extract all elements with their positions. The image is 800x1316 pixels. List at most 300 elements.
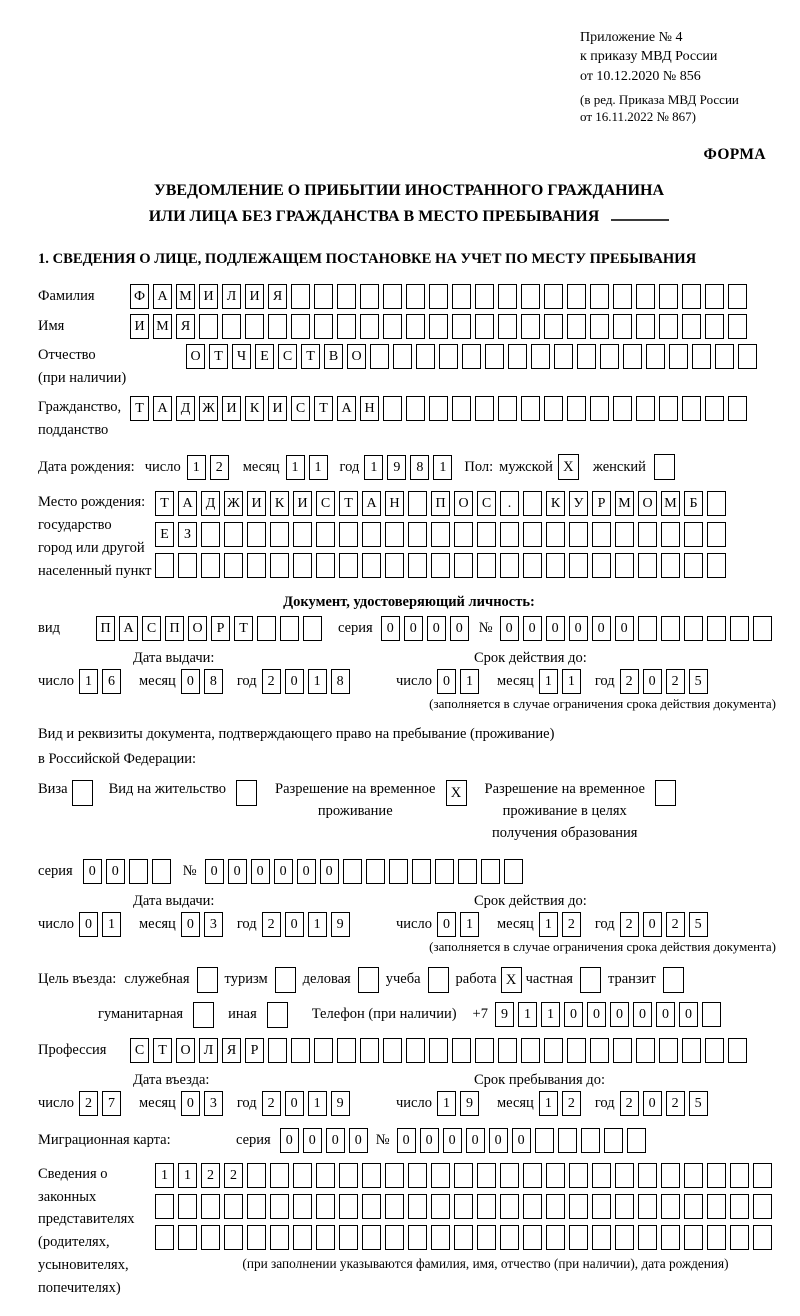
char-cell[interactable]: 0 bbox=[564, 1002, 583, 1027]
char-cell[interactable] bbox=[291, 1038, 310, 1063]
char-cell[interactable]: 0 bbox=[285, 1091, 304, 1116]
char-cell[interactable] bbox=[270, 1225, 289, 1250]
char-cell[interactable] bbox=[316, 1194, 335, 1219]
char-cell[interactable]: 0 bbox=[512, 1128, 531, 1153]
char-cell[interactable]: Р bbox=[245, 1038, 264, 1063]
char-cell[interactable] bbox=[544, 314, 563, 339]
char-cell[interactable] bbox=[477, 553, 496, 578]
char-cell[interactable]: 2 bbox=[79, 1091, 98, 1116]
char-cell[interactable] bbox=[155, 1225, 174, 1250]
char-cell[interactable]: А bbox=[178, 491, 197, 516]
char-cell[interactable] bbox=[454, 1194, 473, 1219]
char-cell[interactable] bbox=[339, 1163, 358, 1188]
char-cell[interactable]: 1 bbox=[539, 912, 558, 937]
char-cell[interactable]: 0 bbox=[466, 1128, 485, 1153]
char-cell[interactable]: 5 bbox=[689, 912, 708, 937]
char-cell[interactable]: 1 bbox=[460, 912, 479, 937]
char-cell[interactable] bbox=[554, 344, 573, 369]
char-cell[interactable] bbox=[316, 1163, 335, 1188]
char-cell[interactable] bbox=[178, 1225, 197, 1250]
char-cell[interactable] bbox=[615, 1225, 634, 1250]
char-cell[interactable]: И bbox=[293, 491, 312, 516]
char-cell[interactable]: 0 bbox=[643, 669, 662, 694]
char-cell[interactable] bbox=[199, 314, 218, 339]
char-cell[interactable] bbox=[293, 1194, 312, 1219]
char-cell[interactable]: В bbox=[324, 344, 343, 369]
char-cell[interactable] bbox=[567, 396, 586, 421]
char-cell[interactable]: 0 bbox=[274, 859, 293, 884]
char-cell[interactable] bbox=[475, 1038, 494, 1063]
char-cell[interactable]: С bbox=[291, 396, 310, 421]
sex-female-checkbox[interactable] bbox=[654, 454, 675, 480]
char-cell[interactable]: 5 bbox=[689, 1091, 708, 1116]
char-cell[interactable] bbox=[201, 1194, 220, 1219]
char-cell[interactable]: 2 bbox=[562, 1091, 581, 1116]
char-cell[interactable]: 1 bbox=[364, 455, 383, 480]
char-cell[interactable]: 0 bbox=[420, 1128, 439, 1153]
char-cell[interactable]: 9 bbox=[387, 455, 406, 480]
char-cell[interactable] bbox=[592, 1225, 611, 1250]
char-cell[interactable] bbox=[366, 859, 385, 884]
char-cell[interactable] bbox=[224, 553, 243, 578]
char-cell[interactable] bbox=[707, 1163, 726, 1188]
char-cell[interactable] bbox=[500, 553, 519, 578]
char-cell[interactable] bbox=[636, 396, 655, 421]
char-cell[interactable] bbox=[590, 396, 609, 421]
char-cell[interactable] bbox=[638, 522, 657, 547]
char-cell[interactable] bbox=[705, 396, 724, 421]
char-cell[interactable] bbox=[613, 314, 632, 339]
char-cell[interactable] bbox=[661, 553, 680, 578]
char-cell[interactable]: 2 bbox=[666, 912, 685, 937]
char-cell[interactable] bbox=[623, 344, 642, 369]
char-cell[interactable] bbox=[270, 553, 289, 578]
char-cell[interactable]: 0 bbox=[437, 669, 456, 694]
char-cell[interactable]: 0 bbox=[181, 912, 200, 937]
char-cell[interactable]: 9 bbox=[331, 912, 350, 937]
char-cell[interactable]: 0 bbox=[320, 859, 339, 884]
char-cell[interactable] bbox=[659, 396, 678, 421]
char-cell[interactable]: 5 bbox=[689, 669, 708, 694]
char-cell[interactable] bbox=[360, 1038, 379, 1063]
char-cell[interactable] bbox=[523, 1225, 542, 1250]
char-cell[interactable] bbox=[684, 522, 703, 547]
char-cell[interactable] bbox=[523, 522, 542, 547]
char-cell[interactable] bbox=[452, 396, 471, 421]
char-cell[interactable] bbox=[337, 1038, 356, 1063]
char-cell[interactable]: 1 bbox=[539, 669, 558, 694]
char-cell[interactable] bbox=[684, 1194, 703, 1219]
char-cell[interactable] bbox=[475, 284, 494, 309]
char-cell[interactable] bbox=[500, 522, 519, 547]
char-cell[interactable] bbox=[458, 859, 477, 884]
char-cell[interactable]: 0 bbox=[523, 616, 542, 641]
char-cell[interactable] bbox=[669, 344, 688, 369]
char-cell[interactable] bbox=[546, 522, 565, 547]
char-cell[interactable] bbox=[636, 1038, 655, 1063]
purpose-work-checkbox[interactable]: X bbox=[501, 967, 522, 993]
char-cell[interactable] bbox=[500, 1225, 519, 1250]
char-cell[interactable]: 1 bbox=[433, 455, 452, 480]
char-cell[interactable] bbox=[498, 284, 517, 309]
char-cell[interactable]: Ф bbox=[130, 284, 149, 309]
char-cell[interactable] bbox=[590, 314, 609, 339]
char-cell[interactable] bbox=[569, 1225, 588, 1250]
char-cell[interactable]: 0 bbox=[610, 1002, 629, 1027]
char-cell[interactable]: К bbox=[546, 491, 565, 516]
char-cell[interactable] bbox=[362, 522, 381, 547]
char-cell[interactable] bbox=[452, 314, 471, 339]
char-cell[interactable] bbox=[521, 396, 540, 421]
char-cell[interactable] bbox=[416, 344, 435, 369]
purpose-other-checkbox[interactable] bbox=[267, 1002, 288, 1028]
char-cell[interactable]: 1 bbox=[518, 1002, 537, 1027]
char-cell[interactable]: И bbox=[268, 396, 287, 421]
char-cell[interactable]: 1 bbox=[541, 1002, 560, 1027]
char-cell[interactable]: О bbox=[347, 344, 366, 369]
char-cell[interactable] bbox=[383, 1038, 402, 1063]
char-cell[interactable] bbox=[360, 284, 379, 309]
char-cell[interactable]: К bbox=[245, 396, 264, 421]
char-cell[interactable]: 0 bbox=[326, 1128, 345, 1153]
char-cell[interactable] bbox=[293, 553, 312, 578]
char-cell[interactable]: Д bbox=[201, 491, 220, 516]
purpose-commercial-checkbox[interactable] bbox=[358, 967, 379, 993]
char-cell[interactable]: 1 bbox=[308, 669, 327, 694]
char-cell[interactable]: 0 bbox=[397, 1128, 416, 1153]
char-cell[interactable] bbox=[268, 1038, 287, 1063]
char-cell[interactable]: Т bbox=[153, 1038, 172, 1063]
char-cell[interactable] bbox=[406, 1038, 425, 1063]
char-cell[interactable]: Т bbox=[314, 396, 333, 421]
purpose-humanitarian-checkbox[interactable] bbox=[193, 1002, 214, 1028]
char-cell[interactable] bbox=[475, 396, 494, 421]
char-cell[interactable] bbox=[728, 396, 747, 421]
char-cell[interactable] bbox=[498, 1038, 517, 1063]
char-cell[interactable] bbox=[314, 284, 333, 309]
char-cell[interactable] bbox=[431, 553, 450, 578]
char-cell[interactable] bbox=[659, 1038, 678, 1063]
char-cell[interactable] bbox=[475, 314, 494, 339]
char-cell[interactable] bbox=[638, 1225, 657, 1250]
char-cell[interactable] bbox=[454, 522, 473, 547]
char-cell[interactable] bbox=[383, 284, 402, 309]
char-cell[interactable] bbox=[661, 1194, 680, 1219]
char-cell[interactable]: 0 bbox=[181, 1091, 200, 1116]
char-cell[interactable] bbox=[684, 1163, 703, 1188]
char-cell[interactable] bbox=[439, 344, 458, 369]
char-cell[interactable] bbox=[339, 522, 358, 547]
char-cell[interactable]: О bbox=[176, 1038, 195, 1063]
purpose-private-checkbox[interactable] bbox=[580, 967, 601, 993]
char-cell[interactable] bbox=[435, 859, 454, 884]
char-cell[interactable]: 1 bbox=[460, 669, 479, 694]
char-cell[interactable] bbox=[270, 522, 289, 547]
char-cell[interactable]: 0 bbox=[437, 912, 456, 937]
char-cell[interactable]: Е bbox=[255, 344, 274, 369]
char-cell[interactable]: 1 bbox=[286, 455, 305, 480]
char-cell[interactable] bbox=[592, 522, 611, 547]
char-cell[interactable] bbox=[268, 314, 287, 339]
char-cell[interactable]: Т bbox=[234, 616, 253, 641]
char-cell[interactable] bbox=[477, 1225, 496, 1250]
char-cell[interactable] bbox=[477, 522, 496, 547]
char-cell[interactable]: 0 bbox=[656, 1002, 675, 1027]
char-cell[interactable] bbox=[429, 284, 448, 309]
char-cell[interactable] bbox=[753, 1194, 772, 1219]
char-cell[interactable] bbox=[360, 314, 379, 339]
char-cell[interactable] bbox=[707, 1194, 726, 1219]
char-cell[interactable]: 1 bbox=[79, 669, 98, 694]
char-cell[interactable]: 0 bbox=[228, 859, 247, 884]
char-cell[interactable]: 0 bbox=[592, 616, 611, 641]
char-cell[interactable] bbox=[544, 284, 563, 309]
char-cell[interactable] bbox=[178, 553, 197, 578]
char-cell[interactable]: 7 bbox=[102, 1091, 121, 1116]
char-cell[interactable]: П bbox=[431, 491, 450, 516]
char-cell[interactable] bbox=[316, 553, 335, 578]
char-cell[interactable] bbox=[567, 1038, 586, 1063]
char-cell[interactable] bbox=[715, 344, 734, 369]
char-cell[interactable] bbox=[569, 1194, 588, 1219]
char-cell[interactable] bbox=[738, 344, 757, 369]
char-cell[interactable] bbox=[577, 344, 596, 369]
char-cell[interactable]: О bbox=[638, 491, 657, 516]
char-cell[interactable] bbox=[592, 1194, 611, 1219]
char-cell[interactable]: 2 bbox=[262, 1091, 281, 1116]
char-cell[interactable] bbox=[452, 284, 471, 309]
temp-permit-checkbox[interactable]: X bbox=[446, 780, 467, 806]
char-cell[interactable]: У bbox=[569, 491, 588, 516]
char-cell[interactable] bbox=[429, 396, 448, 421]
visa-checkbox[interactable] bbox=[72, 780, 93, 806]
char-cell[interactable] bbox=[659, 314, 678, 339]
char-cell[interactable] bbox=[201, 1225, 220, 1250]
char-cell[interactable]: С bbox=[130, 1038, 149, 1063]
purpose-study-checkbox[interactable] bbox=[428, 967, 449, 993]
char-cell[interactable]: Е bbox=[155, 522, 174, 547]
char-cell[interactable]: О bbox=[454, 491, 473, 516]
char-cell[interactable]: 0 bbox=[79, 912, 98, 937]
char-cell[interactable] bbox=[531, 344, 550, 369]
char-cell[interactable] bbox=[385, 1194, 404, 1219]
char-cell[interactable] bbox=[684, 616, 703, 641]
char-cell[interactable]: П bbox=[165, 616, 184, 641]
char-cell[interactable]: 9 bbox=[331, 1091, 350, 1116]
char-cell[interactable]: Т bbox=[130, 396, 149, 421]
char-cell[interactable] bbox=[303, 616, 322, 641]
char-cell[interactable] bbox=[383, 314, 402, 339]
char-cell[interactable] bbox=[337, 284, 356, 309]
char-cell[interactable]: А bbox=[337, 396, 356, 421]
char-cell[interactable] bbox=[523, 491, 542, 516]
char-cell[interactable]: Т bbox=[155, 491, 174, 516]
char-cell[interactable]: А bbox=[362, 491, 381, 516]
char-cell[interactable] bbox=[627, 1128, 646, 1153]
char-cell[interactable]: Т bbox=[339, 491, 358, 516]
purpose-business-checkbox[interactable] bbox=[197, 967, 218, 993]
char-cell[interactable]: 0 bbox=[381, 616, 400, 641]
char-cell[interactable]: 0 bbox=[443, 1128, 462, 1153]
char-cell[interactable] bbox=[293, 1163, 312, 1188]
char-cell[interactable] bbox=[702, 1002, 721, 1027]
char-cell[interactable]: 2 bbox=[262, 912, 281, 937]
char-cell[interactable]: З bbox=[178, 522, 197, 547]
char-cell[interactable] bbox=[291, 314, 310, 339]
char-cell[interactable] bbox=[546, 553, 565, 578]
char-cell[interactable] bbox=[385, 553, 404, 578]
char-cell[interactable] bbox=[481, 859, 500, 884]
char-cell[interactable] bbox=[429, 1038, 448, 1063]
char-cell[interactable] bbox=[280, 616, 299, 641]
char-cell[interactable] bbox=[728, 314, 747, 339]
char-cell[interactable]: О bbox=[186, 344, 205, 369]
char-cell[interactable] bbox=[523, 1163, 542, 1188]
char-cell[interactable] bbox=[247, 1225, 266, 1250]
char-cell[interactable] bbox=[406, 284, 425, 309]
char-cell[interactable] bbox=[291, 284, 310, 309]
char-cell[interactable] bbox=[362, 1163, 381, 1188]
char-cell[interactable]: 1 bbox=[187, 455, 206, 480]
char-cell[interactable]: 2 bbox=[262, 669, 281, 694]
char-cell[interactable] bbox=[544, 396, 563, 421]
char-cell[interactable]: 0 bbox=[427, 616, 446, 641]
char-cell[interactable] bbox=[682, 396, 701, 421]
char-cell[interactable] bbox=[646, 344, 665, 369]
sex-male-checkbox[interactable]: X bbox=[558, 454, 579, 480]
char-cell[interactable] bbox=[339, 1194, 358, 1219]
char-cell[interactable] bbox=[270, 1163, 289, 1188]
char-cell[interactable] bbox=[600, 344, 619, 369]
char-cell[interactable] bbox=[521, 284, 540, 309]
char-cell[interactable]: С bbox=[316, 491, 335, 516]
char-cell[interactable] bbox=[178, 1194, 197, 1219]
char-cell[interactable] bbox=[316, 1225, 335, 1250]
char-cell[interactable]: Ж bbox=[224, 491, 243, 516]
char-cell[interactable] bbox=[521, 1038, 540, 1063]
char-cell[interactable]: М bbox=[153, 314, 172, 339]
char-cell[interactable]: 0 bbox=[285, 912, 304, 937]
char-cell[interactable] bbox=[362, 1225, 381, 1250]
char-cell[interactable] bbox=[730, 1225, 749, 1250]
char-cell[interactable]: 9 bbox=[460, 1091, 479, 1116]
char-cell[interactable] bbox=[406, 396, 425, 421]
char-cell[interactable] bbox=[546, 1194, 565, 1219]
char-cell[interactable] bbox=[730, 1163, 749, 1188]
char-cell[interactable]: Л bbox=[199, 1038, 218, 1063]
char-cell[interactable] bbox=[523, 553, 542, 578]
char-cell[interactable] bbox=[682, 1038, 701, 1063]
char-cell[interactable] bbox=[389, 859, 408, 884]
char-cell[interactable] bbox=[546, 1225, 565, 1250]
char-cell[interactable] bbox=[247, 1163, 266, 1188]
char-cell[interactable]: 0 bbox=[643, 1091, 662, 1116]
char-cell[interactable]: 0 bbox=[489, 1128, 508, 1153]
char-cell[interactable]: 1 bbox=[308, 912, 327, 937]
char-cell[interactable]: 1 bbox=[539, 1091, 558, 1116]
char-cell[interactable]: 2 bbox=[562, 912, 581, 937]
char-cell[interactable] bbox=[546, 1163, 565, 1188]
char-cell[interactable] bbox=[615, 1163, 634, 1188]
char-cell[interactable] bbox=[753, 1225, 772, 1250]
char-cell[interactable] bbox=[316, 522, 335, 547]
char-cell[interactable] bbox=[684, 1225, 703, 1250]
char-cell[interactable] bbox=[638, 553, 657, 578]
char-cell[interactable] bbox=[661, 1163, 680, 1188]
char-cell[interactable] bbox=[362, 1194, 381, 1219]
char-cell[interactable] bbox=[521, 314, 540, 339]
char-cell[interactable] bbox=[567, 284, 586, 309]
char-cell[interactable] bbox=[454, 553, 473, 578]
char-cell[interactable]: С bbox=[477, 491, 496, 516]
char-cell[interactable] bbox=[638, 616, 657, 641]
char-cell[interactable]: 0 bbox=[280, 1128, 299, 1153]
char-cell[interactable]: 1 bbox=[437, 1091, 456, 1116]
char-cell[interactable] bbox=[247, 522, 266, 547]
char-cell[interactable] bbox=[500, 1163, 519, 1188]
char-cell[interactable]: Б bbox=[684, 491, 703, 516]
char-cell[interactable] bbox=[535, 1128, 554, 1153]
char-cell[interactable] bbox=[615, 1194, 634, 1219]
char-cell[interactable]: А bbox=[153, 284, 172, 309]
char-cell[interactable] bbox=[705, 314, 724, 339]
char-cell[interactable] bbox=[567, 314, 586, 339]
char-cell[interactable] bbox=[408, 553, 427, 578]
char-cell[interactable] bbox=[155, 553, 174, 578]
char-cell[interactable] bbox=[339, 1225, 358, 1250]
char-cell[interactable] bbox=[590, 284, 609, 309]
char-cell[interactable] bbox=[383, 396, 402, 421]
char-cell[interactable]: 2 bbox=[201, 1163, 220, 1188]
char-cell[interactable]: 0 bbox=[615, 616, 634, 641]
char-cell[interactable]: М bbox=[661, 491, 680, 516]
char-cell[interactable] bbox=[692, 344, 711, 369]
char-cell[interactable]: Т bbox=[301, 344, 320, 369]
char-cell[interactable]: 2 bbox=[620, 912, 639, 937]
char-cell[interactable]: 0 bbox=[569, 616, 588, 641]
char-cell[interactable] bbox=[707, 553, 726, 578]
char-cell[interactable] bbox=[707, 616, 726, 641]
char-cell[interactable] bbox=[245, 314, 264, 339]
char-cell[interactable] bbox=[659, 284, 678, 309]
char-cell[interactable] bbox=[544, 1038, 563, 1063]
char-cell[interactable]: 0 bbox=[500, 616, 519, 641]
char-cell[interactable]: 2 bbox=[224, 1163, 243, 1188]
char-cell[interactable]: 0 bbox=[106, 859, 125, 884]
char-cell[interactable] bbox=[412, 859, 431, 884]
char-cell[interactable] bbox=[592, 553, 611, 578]
char-cell[interactable]: Н bbox=[360, 396, 379, 421]
char-cell[interactable] bbox=[508, 344, 527, 369]
char-cell[interactable] bbox=[728, 284, 747, 309]
char-cell[interactable]: Р bbox=[592, 491, 611, 516]
char-cell[interactable] bbox=[408, 522, 427, 547]
char-cell[interactable] bbox=[661, 1225, 680, 1250]
char-cell[interactable] bbox=[408, 1225, 427, 1250]
char-cell[interactable] bbox=[408, 1194, 427, 1219]
char-cell[interactable] bbox=[638, 1194, 657, 1219]
char-cell[interactable] bbox=[385, 1225, 404, 1250]
char-cell[interactable] bbox=[408, 1163, 427, 1188]
char-cell[interactable] bbox=[454, 1163, 473, 1188]
char-cell[interactable]: И bbox=[245, 284, 264, 309]
char-cell[interactable] bbox=[590, 1038, 609, 1063]
char-cell[interactable] bbox=[462, 344, 481, 369]
char-cell[interactable] bbox=[431, 522, 450, 547]
char-cell[interactable] bbox=[613, 396, 632, 421]
char-cell[interactable]: 0 bbox=[251, 859, 270, 884]
char-cell[interactable] bbox=[705, 1038, 724, 1063]
